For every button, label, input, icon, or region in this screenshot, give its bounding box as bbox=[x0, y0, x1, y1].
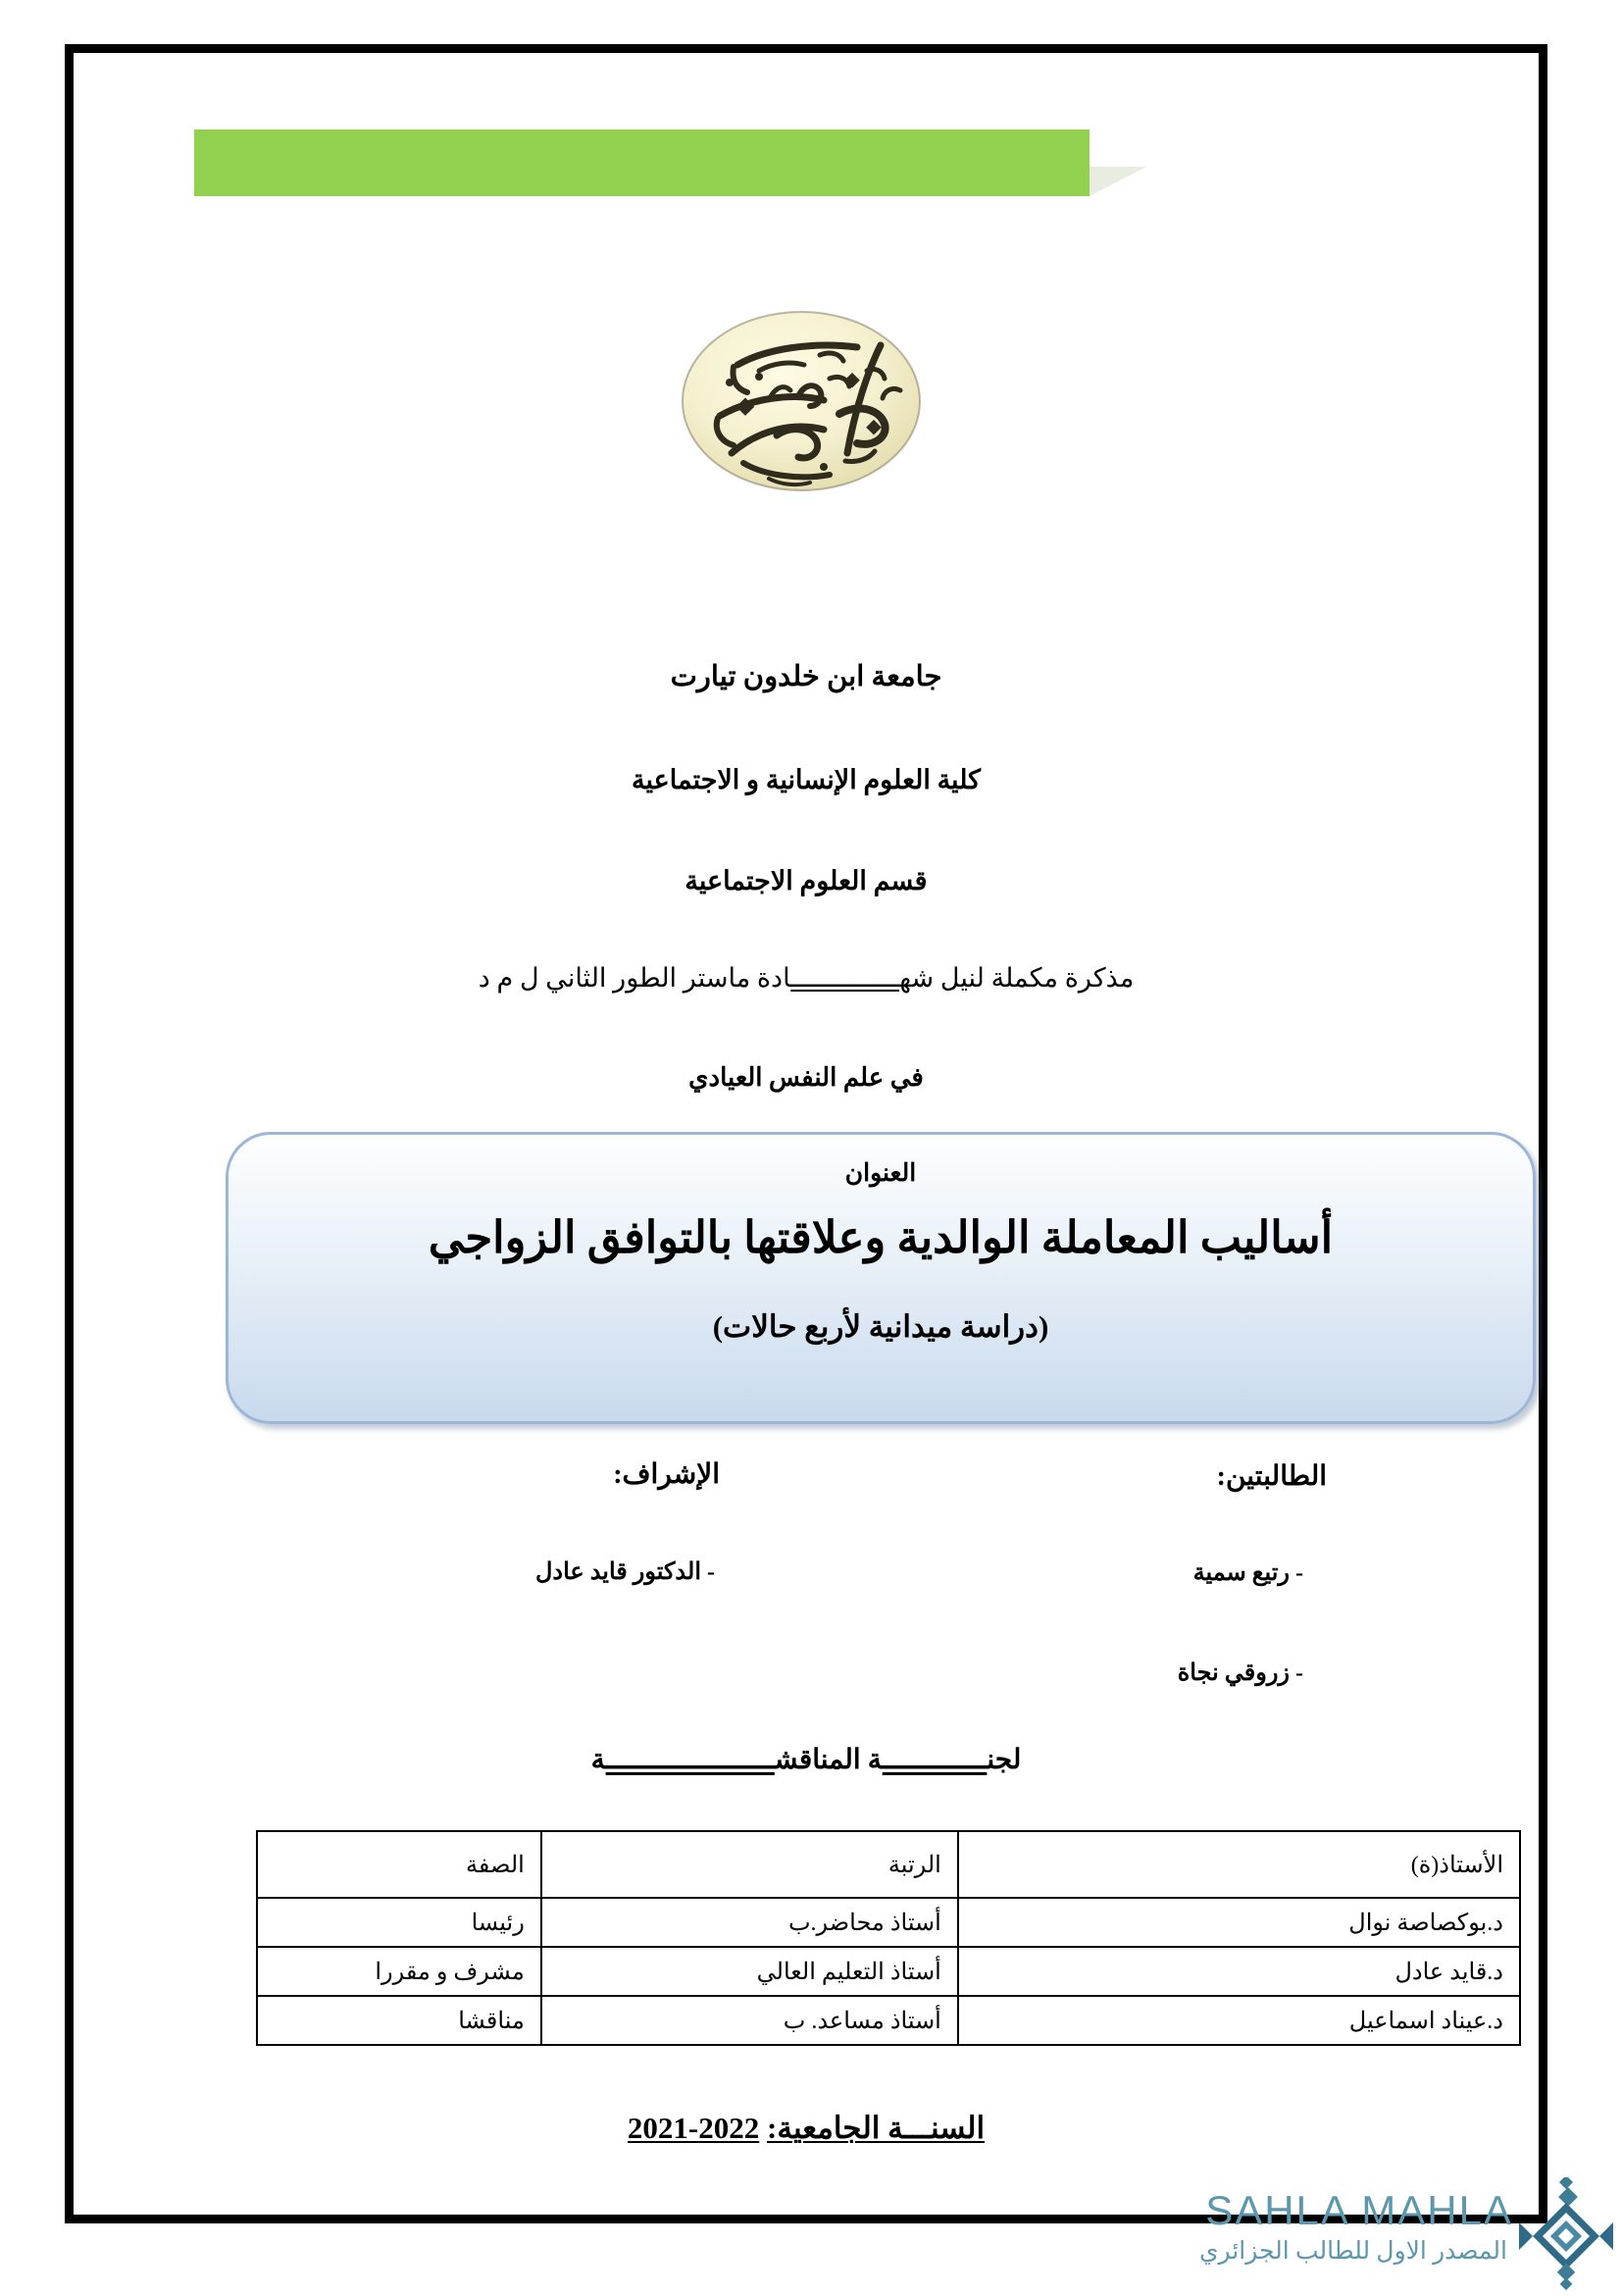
column-header-rank: الرتبة bbox=[541, 1831, 958, 1898]
cell-rank: أستاذ مساعد. ب bbox=[541, 1996, 958, 2045]
watermark-tagline: المصدر الاول للطالب الجزائري bbox=[1198, 2238, 1507, 2265]
title-label: العنوان bbox=[844, 1160, 917, 1187]
student-name-2: - زروقي نجاة bbox=[1177, 1660, 1303, 1686]
green-banner-fold-shadow bbox=[1090, 167, 1146, 196]
university-name: جامعة ابن خلدون تيارت bbox=[670, 661, 942, 692]
speciality-name: في علم النفس العيادي bbox=[688, 1063, 924, 1092]
cell-rank: أستاذ محاضر.ب bbox=[541, 1898, 958, 1947]
cell-professor: د.قايد عادل bbox=[958, 1947, 1520, 1996]
jury-heading-prefix: لجن bbox=[987, 1745, 1022, 1775]
table-row bbox=[257, 1996, 1520, 2045]
jury-heading-suffix: ة bbox=[590, 1745, 606, 1775]
thesis-subtitle: (دراسة ميدانية لأربع حالات) bbox=[712, 1309, 1049, 1344]
degree-statement-elongation: ــــــــــــــ bbox=[790, 963, 900, 993]
watermark-brand-text: SAHLA MAHLA bbox=[1205, 2187, 1513, 2233]
cell-role: مناقشا bbox=[257, 1996, 541, 2045]
page-border-frame bbox=[65, 44, 1547, 2265]
table-row bbox=[257, 1947, 1520, 1996]
sahla-mahla-watermark bbox=[1133, 2183, 1622, 2291]
column-header-professor: الأستاذ(ة) bbox=[958, 1831, 1520, 1898]
supervisor-label: الإشراف: bbox=[613, 1459, 720, 1490]
jury-heading bbox=[74, 1743, 1539, 1776]
thesis-title-box bbox=[226, 1132, 1536, 1424]
student-name-1: - رتيع سمية bbox=[1192, 1560, 1303, 1586]
cell-professor: د.بوكصاصة نوال bbox=[958, 1898, 1520, 1947]
jury-members-table bbox=[256, 1830, 1521, 2046]
degree-statement bbox=[74, 963, 1539, 994]
table-header-row bbox=[257, 1831, 1520, 1898]
cell-professor: د.عيناد اسماعيل bbox=[958, 1996, 1520, 2045]
students-label: الطالبتين: bbox=[1216, 1461, 1327, 1492]
supervisor-name: - الدكتور قايد عادل bbox=[534, 1559, 715, 1585]
green-banner bbox=[194, 129, 1090, 196]
degree-statement-suffix: ادة ماستر الطور الثاني ل م د bbox=[478, 963, 791, 993]
jury-heading-elongation-2: ـــــــــــــــــــــ bbox=[605, 1745, 775, 1775]
cell-role: رئيسا bbox=[257, 1898, 541, 1947]
academic-year bbox=[74, 2111, 1539, 2146]
jury-heading-middle: ة المناقش bbox=[774, 1745, 883, 1775]
degree-statement-prefix: مذكرة مكملة لنيل شه bbox=[899, 963, 1135, 993]
table-row bbox=[257, 1898, 1520, 1947]
jury-heading-elongation-1: ـــــــــــــ bbox=[882, 1745, 988, 1775]
faculty-name: كلية العلوم الإنسانية و الاجتماعية bbox=[632, 765, 981, 794]
university-seal-logo bbox=[675, 306, 928, 496]
cell-rank: أستاذ التعليم العالي bbox=[541, 1947, 958, 1996]
column-header-role: الصفة bbox=[257, 1831, 541, 1898]
department-name: قسم العلوم الاجتماعية bbox=[684, 866, 928, 895]
green-banner-fill bbox=[194, 129, 1090, 196]
academic-year-value: 2022-2021 bbox=[627, 2111, 760, 2145]
academic-year-label: السنـــة الجامعية: bbox=[767, 2111, 986, 2145]
cell-role: مشرف و مقررا bbox=[257, 1947, 541, 1996]
thesis-title: أساليب المعاملة الوالدية وعلاقتها بالتوافق الزواجي bbox=[428, 1213, 1334, 1262]
sahla-mahla-diamond-icon bbox=[1515, 2177, 1617, 2291]
